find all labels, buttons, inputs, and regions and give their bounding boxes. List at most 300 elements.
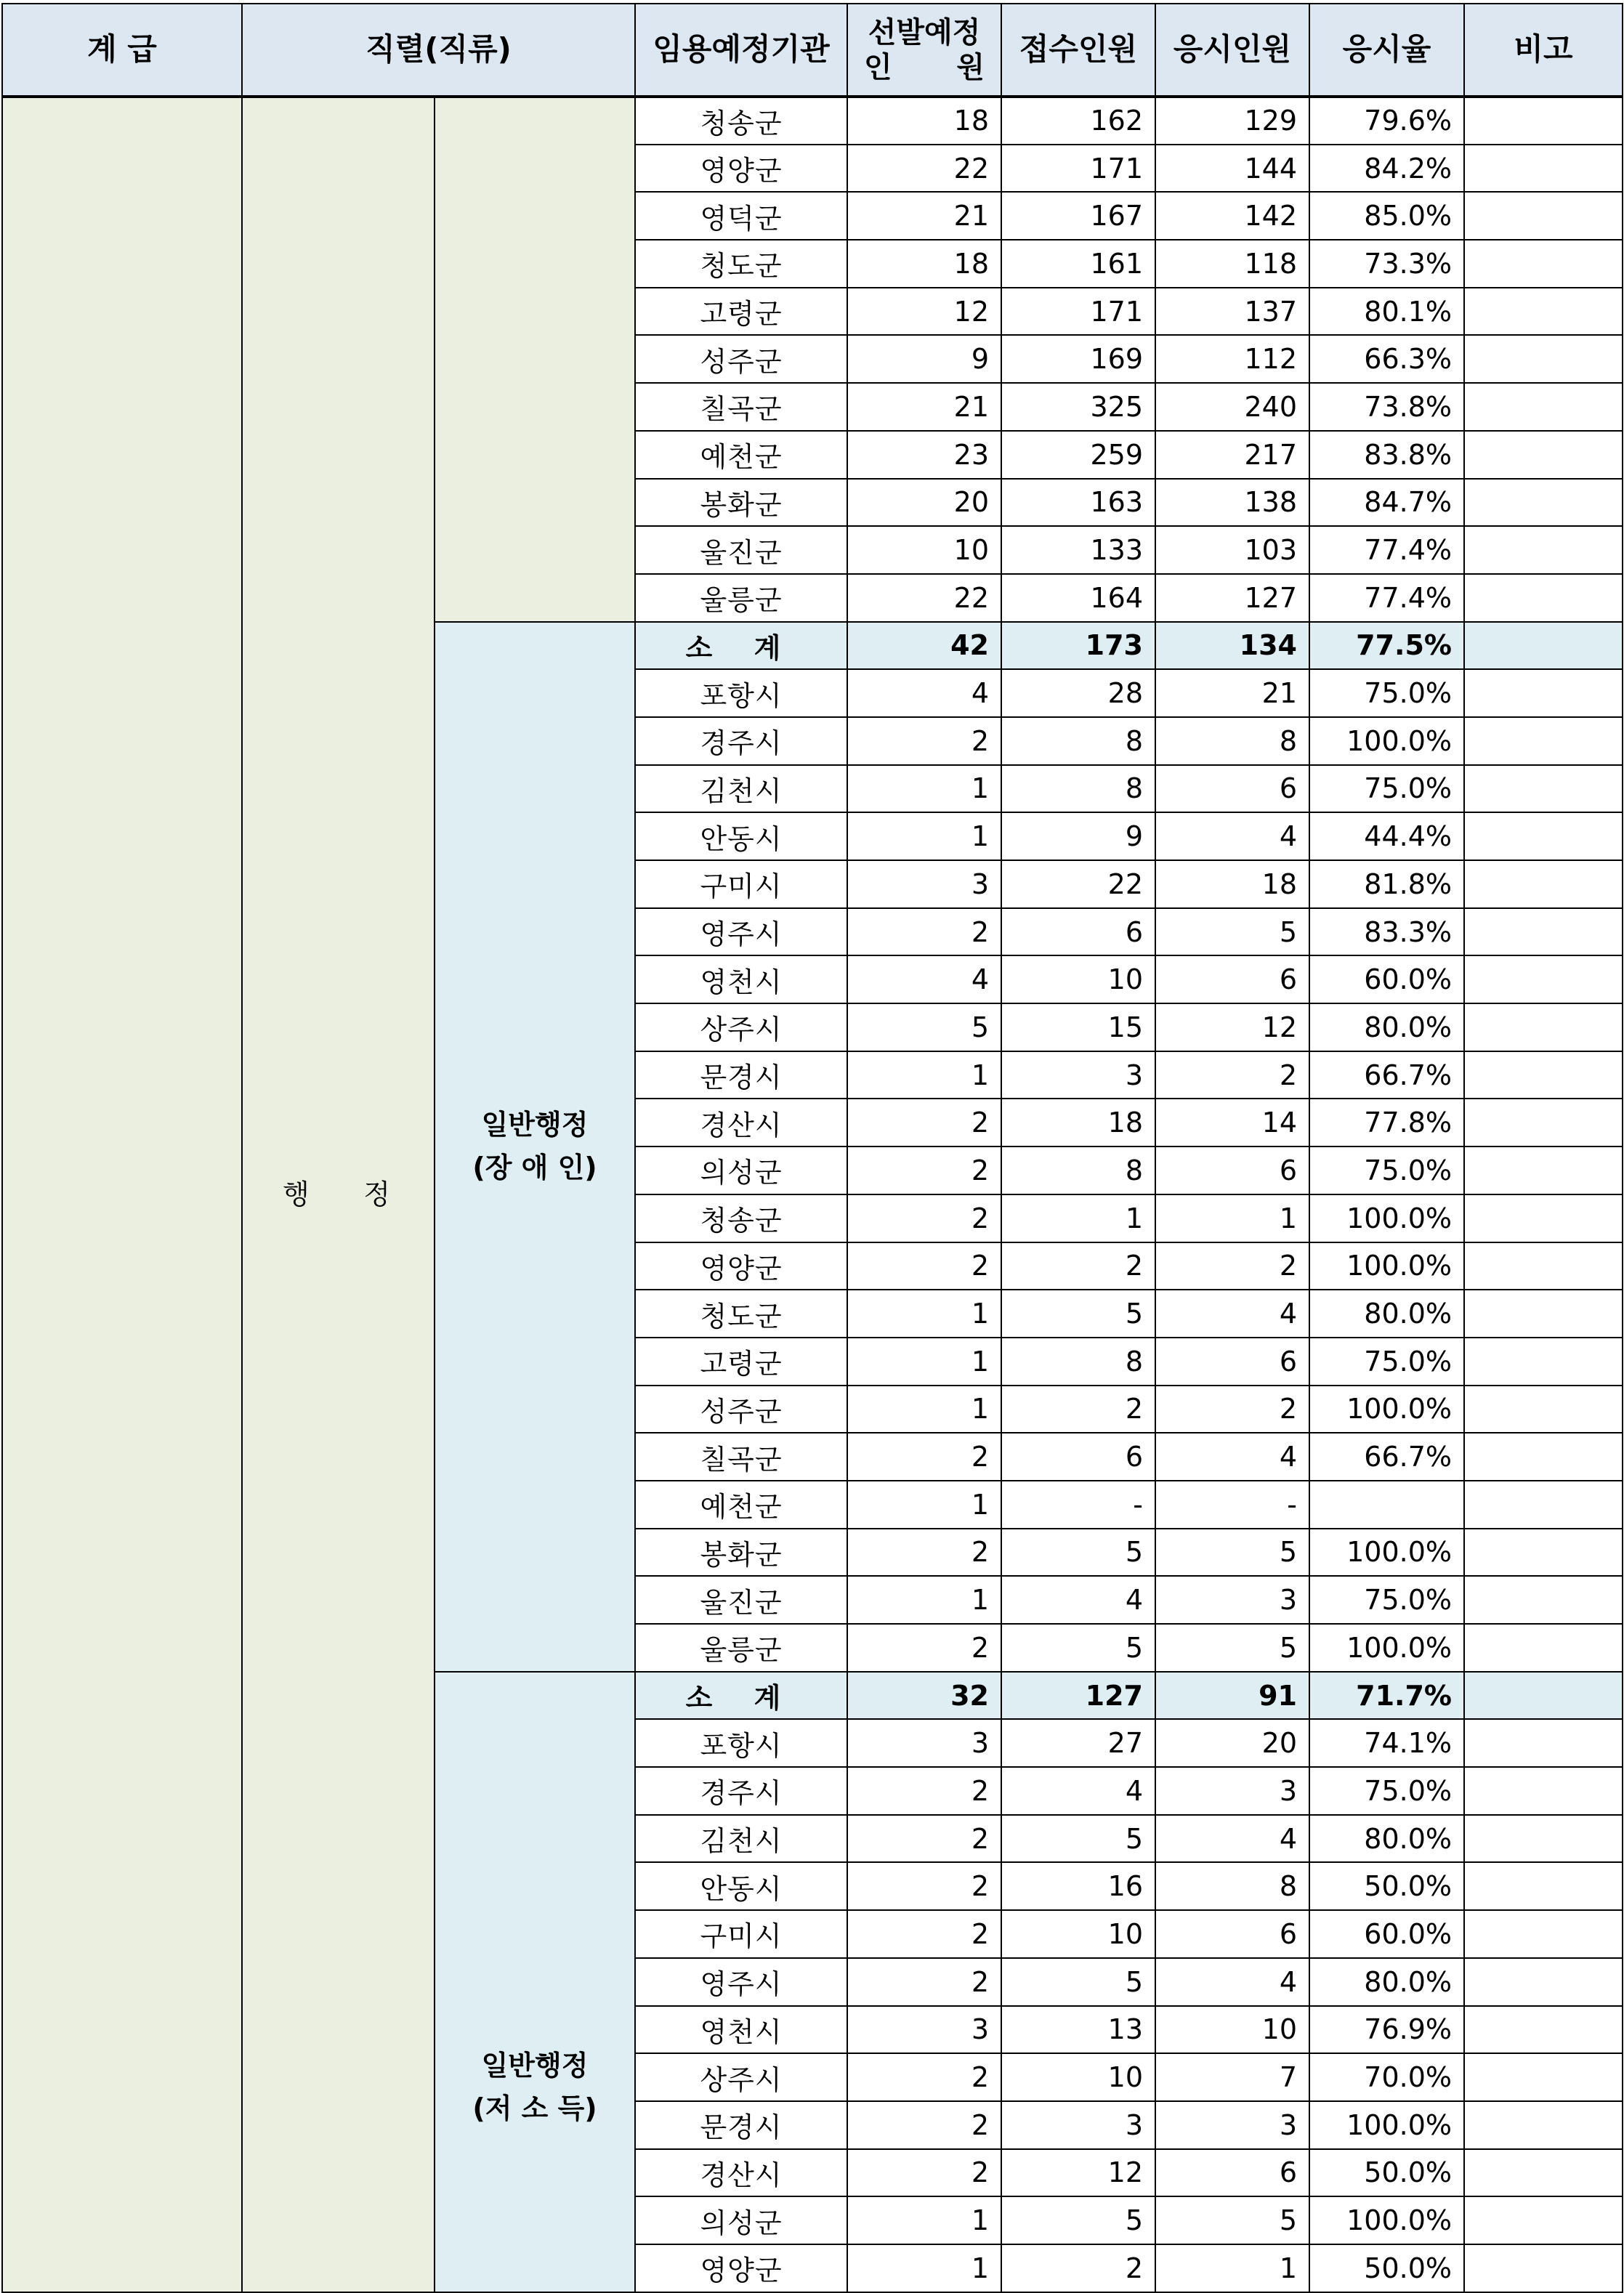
agency-cell: 김천시 xyxy=(635,765,847,813)
agency-cell: 울릉군 xyxy=(635,1624,847,1672)
rate-cell: 80.0% xyxy=(1309,1290,1464,1338)
agency-cell: 경주시 xyxy=(635,1767,847,1815)
agency-cell: 봉화군 xyxy=(635,1529,847,1577)
agency-cell: 포항시 xyxy=(635,669,847,717)
agency-cell: 김천시 xyxy=(635,1815,847,1863)
note-cell xyxy=(1464,431,1623,479)
took-cell: 112 xyxy=(1155,335,1309,383)
applied-cell: 9 xyxy=(1001,812,1155,860)
rate-cell: 84.2% xyxy=(1309,145,1464,193)
rate-cell: 50.0% xyxy=(1309,2149,1464,2197)
took-cell: 4 xyxy=(1155,1290,1309,1338)
took-cell: 21 xyxy=(1155,669,1309,717)
rate-cell: 76.9% xyxy=(1309,2006,1464,2054)
header-rate: 응시율 xyxy=(1309,4,1464,97)
rate-cell: 44.4% xyxy=(1309,812,1464,860)
quota-cell: 21 xyxy=(847,192,1001,240)
agency-cell: 울진군 xyxy=(635,1576,847,1624)
applied-cell: 8 xyxy=(1001,1146,1155,1194)
quota-cell: 22 xyxy=(847,145,1001,193)
took-cell: 4 xyxy=(1155,812,1309,860)
agency-cell: 영주시 xyxy=(635,908,847,956)
note-cell xyxy=(1464,1242,1623,1290)
agency-cell: 구미시 xyxy=(635,1910,847,1958)
applied-cell: 5 xyxy=(1001,2196,1155,2244)
quota-cell: 1 xyxy=(847,1051,1001,1099)
header-quota-line1: 선발예정 xyxy=(868,15,981,49)
quota-cell: 2 xyxy=(847,1146,1001,1194)
quota-cell: 2 xyxy=(847,1815,1001,1863)
agency-cell: 의성군 xyxy=(635,1146,847,1194)
note-cell xyxy=(1464,860,1623,908)
applied-cell: 163 xyxy=(1001,479,1155,527)
rate-cell: 100.0% xyxy=(1309,1194,1464,1242)
quota-cell: 18 xyxy=(847,97,1001,145)
rate-cell: 74.1% xyxy=(1309,1719,1464,1767)
took-cell: 6 xyxy=(1155,1338,1309,1386)
rate-cell: 66.3% xyxy=(1309,335,1464,383)
quota-cell: 18 xyxy=(847,240,1001,288)
took-cell: 3 xyxy=(1155,1576,1309,1624)
agency-cell: 의성군 xyxy=(635,2196,847,2244)
note-cell xyxy=(1464,1767,1623,1815)
took-cell: 2 xyxy=(1155,1051,1309,1099)
quota-cell: 2 xyxy=(847,1433,1001,1481)
note-cell xyxy=(1464,574,1623,622)
series-group-line2: (장 애 인) xyxy=(472,1152,597,1184)
series-group-line1: 일반행정 xyxy=(481,1109,589,1141)
quota-cell: 2 xyxy=(847,1529,1001,1577)
rate-cell xyxy=(1309,1481,1464,1529)
quota-cell: 9 xyxy=(847,335,1001,383)
took-cell: 137 xyxy=(1155,288,1309,336)
rate-cell: 50.0% xyxy=(1309,2244,1464,2292)
rate-cell: 100.0% xyxy=(1309,1624,1464,1672)
took-cell: 134 xyxy=(1155,622,1309,670)
took-cell: 240 xyxy=(1155,383,1309,431)
agency-cell: 영양군 xyxy=(635,2244,847,2292)
quota-cell: 1 xyxy=(847,2244,1001,2292)
note-cell xyxy=(1464,1146,1623,1194)
rate-cell: 66.7% xyxy=(1309,1051,1464,1099)
took-cell: 6 xyxy=(1155,1910,1309,1958)
quota-cell: 1 xyxy=(847,1338,1001,1386)
agency-cell: 청도군 xyxy=(635,1290,847,1338)
applied-cell: 5 xyxy=(1001,1529,1155,1577)
took-cell: 144 xyxy=(1155,145,1309,193)
agency-cell: 성주군 xyxy=(635,335,847,383)
agency-cell: 청송군 xyxy=(635,97,847,145)
took-cell: 4 xyxy=(1155,1815,1309,1863)
note-cell xyxy=(1464,479,1623,527)
note-cell xyxy=(1464,526,1623,574)
rate-cell: 83.8% xyxy=(1309,431,1464,479)
applied-cell: 5 xyxy=(1001,1624,1155,1672)
took-cell: 127 xyxy=(1155,574,1309,622)
series-group-line1: 일반행정 xyxy=(481,2049,589,2082)
series-main-cell xyxy=(242,97,435,2292)
note-cell xyxy=(1464,1910,1623,1958)
rate-cell: 75.0% xyxy=(1309,1338,1464,1386)
applied-cell: 10 xyxy=(1001,955,1155,1003)
header-applied: 접수인원 xyxy=(1001,4,1155,97)
applied-cell: 2 xyxy=(1001,1242,1155,1290)
note-cell xyxy=(1464,1815,1623,1863)
rate-cell: 80.0% xyxy=(1309,1003,1464,1051)
note-cell xyxy=(1464,1290,1623,1338)
quota-cell: 2 xyxy=(847,1624,1001,1672)
rate-cell: 75.0% xyxy=(1309,1767,1464,1815)
applied-cell: 162 xyxy=(1001,97,1155,145)
note-cell xyxy=(1464,335,1623,383)
rate-cell: 60.0% xyxy=(1309,955,1464,1003)
took-cell: 138 xyxy=(1155,479,1309,527)
table-body xyxy=(2,97,1623,2292)
agency-cell: 칠곡군 xyxy=(635,383,847,431)
took-cell: 8 xyxy=(1155,717,1309,765)
took-cell: 6 xyxy=(1155,1146,1309,1194)
agency-cell: 구미시 xyxy=(635,860,847,908)
applied-cell: 6 xyxy=(1001,908,1155,956)
note-cell xyxy=(1464,1672,1623,1720)
applied-cell: 4 xyxy=(1001,1767,1155,1815)
quota-cell: 2 xyxy=(847,1910,1001,1958)
applied-cell: 28 xyxy=(1001,669,1155,717)
applied-cell: 22 xyxy=(1001,860,1155,908)
took-cell: 10 xyxy=(1155,2006,1309,2054)
quota-cell: 10 xyxy=(847,526,1001,574)
quota-cell: 1 xyxy=(847,812,1001,860)
rate-cell: 73.8% xyxy=(1309,383,1464,431)
took-cell: 5 xyxy=(1155,1624,1309,1672)
quota-cell: 1 xyxy=(847,2196,1001,2244)
applied-cell: 3 xyxy=(1001,2101,1155,2149)
agency-cell: 청도군 xyxy=(635,240,847,288)
applied-cell: 6 xyxy=(1001,1433,1155,1481)
took-cell: 6 xyxy=(1155,955,1309,1003)
agency-cell: 청송군 xyxy=(635,1194,847,1242)
rate-cell: 77.8% xyxy=(1309,1099,1464,1146)
header-row xyxy=(2,4,1623,97)
series-group-g2 xyxy=(435,622,635,1672)
applied-cell: 161 xyxy=(1001,240,1155,288)
quota-cell: 2 xyxy=(847,1862,1001,1910)
agency-cell: 고령군 xyxy=(635,288,847,336)
note-cell xyxy=(1464,717,1623,765)
agency-cell: 상주시 xyxy=(635,1003,847,1051)
applied-cell: - xyxy=(1001,1481,1155,1529)
quota-cell: 2 xyxy=(847,1194,1001,1242)
series-group-line2: (저 소 득) xyxy=(472,2092,597,2124)
note-cell xyxy=(1464,1051,1623,1099)
rate-cell: 83.3% xyxy=(1309,908,1464,956)
quota-cell: 2 xyxy=(847,2053,1001,2101)
applied-cell: 5 xyxy=(1001,1290,1155,1338)
note-cell xyxy=(1464,955,1623,1003)
note-cell xyxy=(1464,288,1623,336)
agency-cell: 영주시 xyxy=(635,1958,847,2006)
grade-cell xyxy=(2,97,242,2292)
took-cell: 3 xyxy=(1155,2101,1309,2149)
took-cell: 18 xyxy=(1155,860,1309,908)
applied-cell: 325 xyxy=(1001,383,1155,431)
took-cell: 8 xyxy=(1155,1862,1309,1910)
applied-cell: 259 xyxy=(1001,431,1155,479)
took-cell: 103 xyxy=(1155,526,1309,574)
took-cell: 12 xyxy=(1155,1003,1309,1051)
quota-cell: 2 xyxy=(847,2101,1001,2149)
agency-cell: 칠곡군 xyxy=(635,1433,847,1481)
quota-cell: 1 xyxy=(847,1386,1001,1433)
rate-cell: 50.0% xyxy=(1309,1862,1464,1910)
rate-cell: 70.0% xyxy=(1309,2053,1464,2101)
quota-cell: 3 xyxy=(847,860,1001,908)
agency-cell: 소 계 xyxy=(635,1672,847,1720)
note-cell xyxy=(1464,1099,1623,1146)
quota-cell: 21 xyxy=(847,383,1001,431)
note-cell xyxy=(1464,1529,1623,1577)
agency-cell: 예천군 xyxy=(635,431,847,479)
series-main-right: 정 xyxy=(363,1178,390,1210)
note-cell xyxy=(1464,1958,1623,2006)
note-cell xyxy=(1464,812,1623,860)
applied-cell: 1 xyxy=(1001,1194,1155,1242)
agency-cell: 영덕군 xyxy=(635,192,847,240)
took-cell: 5 xyxy=(1155,2196,1309,2244)
quota-cell: 1 xyxy=(847,1576,1001,1624)
applied-cell: 16 xyxy=(1001,1862,1155,1910)
applied-cell: 13 xyxy=(1001,2006,1155,2054)
quota-cell: 2 xyxy=(847,2149,1001,2197)
agency-cell: 울진군 xyxy=(635,526,847,574)
applied-cell: 5 xyxy=(1001,1958,1155,2006)
series-main-left: 행 xyxy=(283,1178,310,1210)
note-cell xyxy=(1464,1386,1623,1433)
note-cell xyxy=(1464,1719,1623,1767)
took-cell: 118 xyxy=(1155,240,1309,288)
note-cell xyxy=(1464,2006,1623,2054)
quota-cell: 1 xyxy=(847,1290,1001,1338)
note-cell xyxy=(1464,1194,1623,1242)
rate-cell: 100.0% xyxy=(1309,1386,1464,1433)
header-quota-line2a: 인 xyxy=(864,50,892,84)
note-cell xyxy=(1464,192,1623,240)
note-cell xyxy=(1464,2053,1623,2101)
quota-cell: 22 xyxy=(847,574,1001,622)
rate-cell: 77.4% xyxy=(1309,526,1464,574)
note-cell xyxy=(1464,2196,1623,2244)
note-cell xyxy=(1464,1576,1623,1624)
took-cell: 7 xyxy=(1155,2053,1309,2101)
took-cell: 217 xyxy=(1155,431,1309,479)
rate-cell: 80.0% xyxy=(1309,1815,1464,1863)
agency-cell: 울릉군 xyxy=(635,574,847,622)
applied-cell: 133 xyxy=(1001,526,1155,574)
applied-cell: 171 xyxy=(1001,288,1155,336)
note-cell xyxy=(1464,1433,1623,1481)
rate-cell: 79.6% xyxy=(1309,97,1464,145)
header-note: 비고 xyxy=(1464,4,1623,97)
took-cell: 4 xyxy=(1155,1433,1309,1481)
note-cell xyxy=(1464,1862,1623,1910)
agency-cell: 영양군 xyxy=(635,145,847,193)
agency-cell: 경주시 xyxy=(635,717,847,765)
quota-cell: 3 xyxy=(847,1719,1001,1767)
note-cell xyxy=(1464,908,1623,956)
quota-cell: 4 xyxy=(847,669,1001,717)
applied-cell: 2 xyxy=(1001,1386,1155,1433)
agency-cell: 소 계 xyxy=(635,622,847,670)
agency-cell: 경산시 xyxy=(635,2149,847,2197)
rate-cell: 80.0% xyxy=(1309,1958,1464,2006)
took-cell: 5 xyxy=(1155,1529,1309,1577)
note-cell xyxy=(1464,1481,1623,1529)
agency-cell: 성주군 xyxy=(635,1386,847,1433)
header-quota-line2b: 원 xyxy=(956,50,985,84)
quota-cell: 1 xyxy=(847,765,1001,813)
applied-cell: 164 xyxy=(1001,574,1155,622)
note-cell xyxy=(1464,240,1623,288)
agency-cell: 경산시 xyxy=(635,1099,847,1146)
quota-cell: 4 xyxy=(847,955,1001,1003)
note-cell xyxy=(1464,1003,1623,1051)
agency-cell: 안동시 xyxy=(635,1862,847,1910)
note-cell xyxy=(1464,383,1623,431)
table-row xyxy=(2,97,1623,145)
rate-cell: 100.0% xyxy=(1309,717,1464,765)
note-cell xyxy=(1464,1624,1623,1672)
applied-cell: 8 xyxy=(1001,1338,1155,1386)
quota-cell: 23 xyxy=(847,431,1001,479)
agency-cell: 영천시 xyxy=(635,955,847,1003)
agency-cell: 봉화군 xyxy=(635,479,847,527)
applied-cell: 127 xyxy=(1001,1672,1155,1720)
applied-cell: 10 xyxy=(1001,1910,1155,1958)
took-cell: - xyxy=(1155,1481,1309,1529)
rate-cell: 100.0% xyxy=(1309,1529,1464,1577)
quota-cell: 42 xyxy=(847,622,1001,670)
rate-cell: 77.5% xyxy=(1309,622,1464,670)
note-cell xyxy=(1464,1338,1623,1386)
applied-cell: 5 xyxy=(1001,1815,1155,1863)
note-cell xyxy=(1464,2244,1623,2292)
rate-cell: 80.1% xyxy=(1309,288,1464,336)
rate-cell: 100.0% xyxy=(1309,2101,1464,2149)
took-cell: 6 xyxy=(1155,2149,1309,2197)
took-cell: 5 xyxy=(1155,908,1309,956)
note-cell xyxy=(1464,145,1623,193)
agency-cell: 예천군 xyxy=(635,1481,847,1529)
took-cell: 91 xyxy=(1155,1672,1309,1720)
exam-stats-table xyxy=(1,3,1623,2293)
agency-cell: 고령군 xyxy=(635,1338,847,1386)
agency-cell: 영양군 xyxy=(635,1242,847,1290)
note-cell xyxy=(1464,622,1623,670)
rate-cell: 100.0% xyxy=(1309,2196,1464,2244)
agency-cell: 문경시 xyxy=(635,1051,847,1099)
quota-cell: 1 xyxy=(847,1481,1001,1529)
series-group-g3 xyxy=(435,1672,635,2292)
quota-cell: 5 xyxy=(847,1003,1001,1051)
took-cell: 20 xyxy=(1155,1719,1309,1767)
agency-cell: 영천시 xyxy=(635,2006,847,2054)
agency-cell: 안동시 xyxy=(635,812,847,860)
applied-cell: 15 xyxy=(1001,1003,1155,1051)
quota-cell: 12 xyxy=(847,288,1001,336)
quota-cell: 2 xyxy=(847,717,1001,765)
header-agency: 임용예정기관 xyxy=(635,4,847,97)
note-cell xyxy=(1464,97,1623,145)
header-series: 직렬(직류) xyxy=(242,4,635,97)
rate-cell: 73.3% xyxy=(1309,240,1464,288)
rate-cell: 85.0% xyxy=(1309,192,1464,240)
applied-cell: 169 xyxy=(1001,335,1155,383)
took-cell: 2 xyxy=(1155,1242,1309,1290)
applied-cell: 10 xyxy=(1001,2053,1155,2101)
applied-cell: 8 xyxy=(1001,717,1155,765)
quota-cell: 2 xyxy=(847,1767,1001,1815)
rate-cell: 84.7% xyxy=(1309,479,1464,527)
rate-cell: 75.0% xyxy=(1309,765,1464,813)
agency-cell: 문경시 xyxy=(635,2101,847,2149)
agency-cell: 포항시 xyxy=(635,1719,847,1767)
applied-cell: 173 xyxy=(1001,622,1155,670)
quota-cell: 2 xyxy=(847,1099,1001,1146)
quota-cell: 3 xyxy=(847,2006,1001,2054)
applied-cell: 8 xyxy=(1001,765,1155,813)
quota-cell: 20 xyxy=(847,479,1001,527)
applied-cell: 12 xyxy=(1001,2149,1155,2197)
rate-cell: 77.4% xyxy=(1309,574,1464,622)
took-cell: 1 xyxy=(1155,2244,1309,2292)
quota-cell: 2 xyxy=(847,1242,1001,1290)
rate-cell: 75.0% xyxy=(1309,1576,1464,1624)
rate-cell: 66.7% xyxy=(1309,1433,1464,1481)
series-group-g1 xyxy=(435,97,635,622)
applied-cell: 171 xyxy=(1001,145,1155,193)
rate-cell: 100.0% xyxy=(1309,1242,1464,1290)
header-took: 응시인원 xyxy=(1155,4,1309,97)
took-cell: 129 xyxy=(1155,97,1309,145)
rate-cell: 71.7% xyxy=(1309,1672,1464,1720)
took-cell: 142 xyxy=(1155,192,1309,240)
took-cell: 4 xyxy=(1155,1958,1309,2006)
quota-cell: 32 xyxy=(847,1672,1001,1720)
applied-cell: 27 xyxy=(1001,1719,1155,1767)
applied-cell: 4 xyxy=(1001,1576,1155,1624)
note-cell xyxy=(1464,2149,1623,2197)
took-cell: 1 xyxy=(1155,1194,1309,1242)
header-grade: 계 급 xyxy=(2,4,242,97)
header-quota-line2 xyxy=(848,50,1001,85)
took-cell: 3 xyxy=(1155,1767,1309,1815)
applied-cell: 3 xyxy=(1001,1051,1155,1099)
quota-cell: 2 xyxy=(847,1958,1001,2006)
took-cell: 2 xyxy=(1155,1386,1309,1433)
quota-cell: 2 xyxy=(847,908,1001,956)
header-quota xyxy=(847,4,1001,97)
series-main-label xyxy=(243,1173,434,1216)
rate-cell: 60.0% xyxy=(1309,1910,1464,1958)
note-cell xyxy=(1464,2101,1623,2149)
rate-cell: 75.0% xyxy=(1309,1146,1464,1194)
agency-cell: 상주시 xyxy=(635,2053,847,2101)
applied-cell: 2 xyxy=(1001,2244,1155,2292)
took-cell: 14 xyxy=(1155,1099,1309,1146)
note-cell xyxy=(1464,669,1623,717)
rate-cell: 75.0% xyxy=(1309,669,1464,717)
took-cell: 6 xyxy=(1155,765,1309,813)
